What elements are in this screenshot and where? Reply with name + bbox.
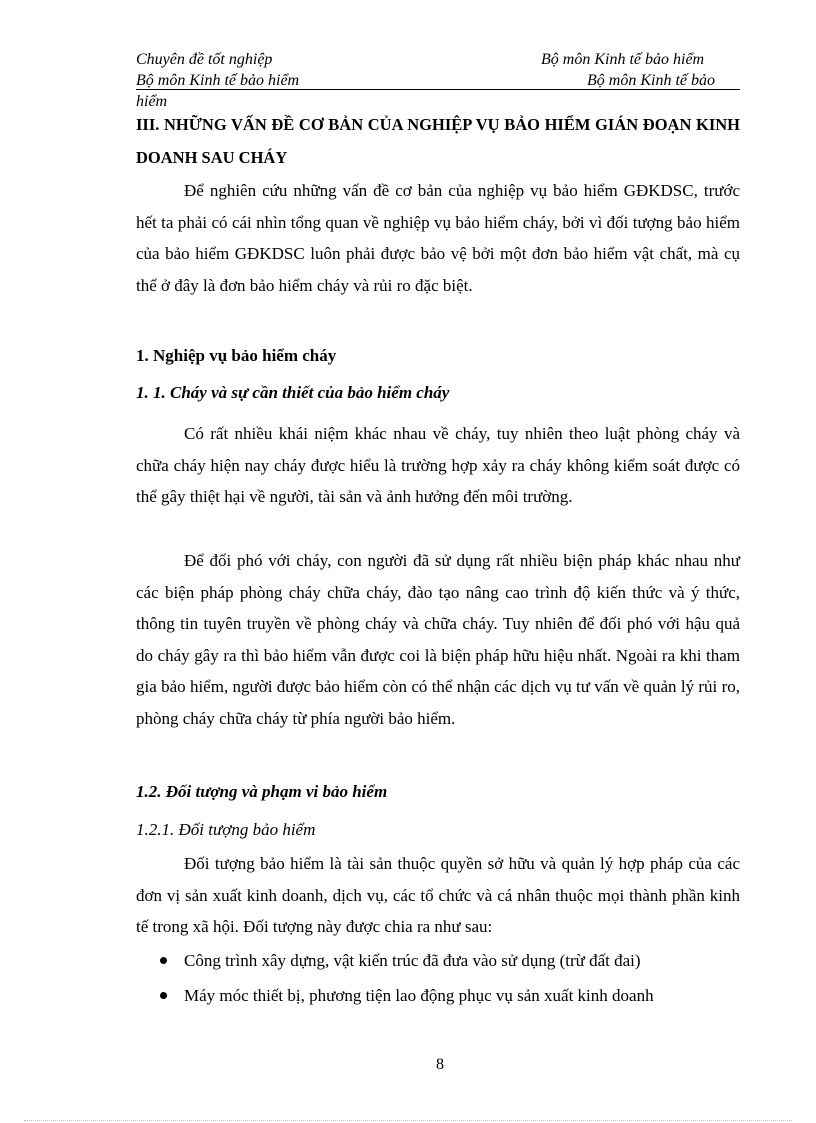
paragraph-1-2-1: Đối tượng bảo hiểm là tài sản thuộc quyền sở hữu và quản lý hợp pháp của các đơn vị sản xuất kinh doanh, dịch vụ, các tổ chức và cá nhân thuộc mọi thành phần kinh tế trong xã hội. Đối tượng này được chia ra như sau: [136,854,740,936]
heading-1: 1. Nghiệp vụ bảo hiểm cháy [136,346,337,365]
header-right-bottom: Bộ môn Kinh tế bảo [587,72,715,89]
bullet-dot-icon [160,992,167,999]
header-wrap: hiểm [136,93,168,110]
bullet-item [160,984,654,1008]
header-right-top: Bộ môn Kinh tế bảo hiểm [541,51,705,68]
page-number: 8 [436,1056,444,1073]
page-bottom-divider [24,1120,792,1121]
header-left-bottom: Bộ môn Kinh tế bảo hiểm [136,72,300,89]
paragraph-1-1-a: Có rất nhiều khái niệm khác nhau về cháy, tuy nhiên theo luật phòng cháy và chữa cháy hiện nay cháy được hiểu là trường hợp xảy ra cháy không kiểm soát được có thể gây thiệt hại về người, tài sản và ảnh hưởng đến môi trường. [136,424,740,506]
heading-1-2: 1.2. Đối tượng và phạm vi bảo hiểm [136,782,388,801]
heading-1-1: 1. 1. Cháy và sự cần thiết của bảo hiểm cháy [136,383,450,402]
paragraph-1-1-b: Để đối phó với cháy, con người đã sử dụng rất nhiều biện pháp khác nhau như các biện pháp phòng cháy chữa cháy, đào tạo nâng cao trình độ kiến thức và ý thức, thông tin tuyên truyền về phòng cháy và chữa cháy. Tuy nhiên để đối phó với hậu quả do cháy gây ra thì bảo hiểm vẫn được coi là biện pháp hữu hiệu nhất. Ngoài ra khi tham gia bảo hiểm, người được bảo hiểm còn có thể nhận các dịch vụ tư vấn về quản lý rủi ro, phòng cháy chữa cháy từ phía người bảo hiểm. [136,551,740,728]
heading-1-2-1: 1.2.1. Đối tượng bảo hiểm [136,820,316,839]
bullet-text: Công trình xây dựng, vật kiến trúc đã đưa vào sử dụng (trừ đất đai) [184,951,641,970]
bullet-text: Máy móc thiết bị, phương tiện lao động phục vụ sản xuất kinh doanh [184,986,654,1005]
header-left-top: Chuyên đề tốt nghiệp [136,51,273,68]
bullet-dot-icon [160,957,167,964]
section-title: III. NHỮNG VẤN ĐỀ CƠ BẢN CỦA NGHIỆP VỤ BẢO HIỂM GIÁN ĐOẠN KINH DOANH SAU CHÁY [136,115,740,167]
header-rule [136,89,740,90]
bullet-item [160,949,641,973]
intro-paragraph: Để nghiên cứu những vấn đề cơ bản của nghiệp vụ bảo hiểm GĐKDSC, trước hết ta phải có cái nhìn tổng quan về nghiệp vụ bảo hiểm cháy, bởi vì đối tượng bảo hiểm của bảo hiểm GĐKDSC luôn phải được bảo vệ bởi một đơn bảo hiểm vật chất, mà cụ thể ở đây là đơn bảo hiểm cháy và rủi ro đặc biệt. [136,181,740,295]
